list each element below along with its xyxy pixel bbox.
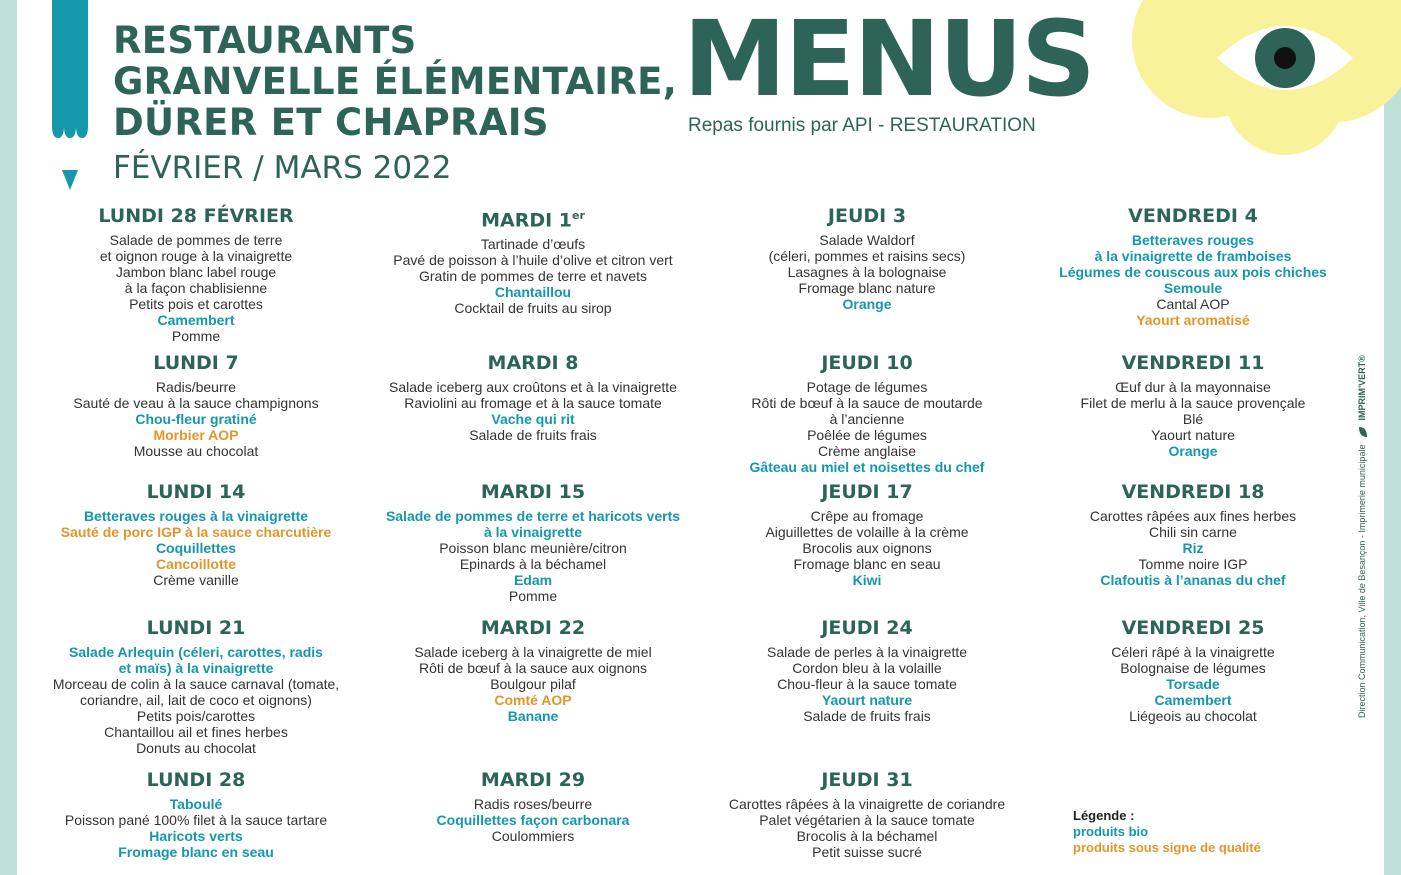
menu-item: Tartinade d’œufs — [480, 236, 586, 253]
menu-item: Poisson pané 100% filet à la sauce tartare — [64, 812, 328, 828]
menu-item: Salade iceberg à la vinaigrette de miel — [414, 644, 652, 660]
menu-item: Filet de merlu à la sauce provençale — [1080, 395, 1306, 411]
day-title — [363, 352, 703, 374]
day-title-text: LUNDI 7 — [153, 352, 239, 374]
left-frame-band — [0, 0, 17, 875]
day-title-text: MARDI 29 — [480, 769, 586, 791]
menu-item: Palet végétarien à la sauce tomate — [759, 812, 975, 828]
day-title-text: JEUDI 24 — [821, 617, 913, 639]
menu-item: Salade Arlequin (céleri, carottes, radis — [69, 644, 323, 660]
day-title-suffix: er — [572, 209, 585, 222]
day-block — [26, 205, 366, 344]
day-title — [1023, 205, 1363, 227]
menu-item: Riz — [1182, 540, 1204, 556]
title-line: DÜRER ET CHAPRAIS — [113, 101, 549, 144]
imprim-vert-label: IMPRIM'VERT® — [1357, 355, 1367, 421]
menu-item: Salade de pommes de terre et haricots verts — [385, 508, 681, 524]
menu-item: Chou-fleur gratiné — [135, 411, 257, 427]
menu-item: et oignon rouge à la vinaigrette — [99, 248, 293, 264]
menu-item: Yaourt aromatisé — [1136, 312, 1250, 328]
day-block — [1023, 617, 1363, 724]
menu-item: Petit suisse sucré — [812, 844, 922, 860]
menu-item: Carottes râpées aux fines herbes — [1089, 508, 1297, 524]
menu-item: Salade de pommes de terre — [109, 232, 283, 248]
menus-heading: MENUS — [683, 0, 1094, 120]
menu-item: Pomme — [171, 328, 221, 344]
menu-item: Salade de perles à la vinaigrette — [766, 644, 968, 660]
day-title — [697, 769, 1037, 791]
day-title-text: JEUDI 3 — [827, 205, 907, 227]
day-title-text: LUNDI 28 — [146, 769, 246, 791]
menu-item: Chili sin carne — [1149, 524, 1237, 540]
menu-item: Gâteau au miel et noisettes du chef — [749, 459, 985, 475]
arrow-down-icon — [62, 170, 78, 190]
menu-item: Légumes de couscous aux pois chiches — [1059, 264, 1327, 280]
menu-item: Brocolis à la béchamel — [796, 828, 938, 844]
menu-item: Epinards à la béchamel — [459, 556, 607, 572]
eye-icon — [1115, 0, 1401, 160]
legend-title: Légende : — [1073, 808, 1135, 823]
day-block — [363, 617, 703, 724]
day-title-text: LUNDI 28 FÉVRIER — [98, 205, 294, 227]
menu-item: Œuf dur à la mayonnaise — [1115, 379, 1271, 395]
day-title — [26, 481, 366, 503]
menu-item: Betteraves rouges — [1131, 232, 1255, 248]
menu-item: Bolognaise de légumes — [1120, 660, 1266, 676]
day-block — [26, 352, 366, 459]
menu-item: Yaourt nature — [1151, 427, 1235, 443]
day-title — [697, 617, 1037, 639]
day-title-text: JEUDI 10 — [821, 352, 913, 374]
period-subtitle: FÉVRIER / MARS 2022 — [113, 150, 452, 186]
day-title — [363, 617, 703, 639]
title-line: RESTAURANTS — [113, 19, 417, 62]
menu-item: Aiguillettes de volaille à la crème — [765, 524, 969, 540]
menu-item: Betteraves rouges à la vinaigrette — [83, 508, 309, 524]
legend-bio: produits bio — [1073, 824, 1149, 839]
menu-item: Cocktail de fruits au sirop — [454, 300, 612, 317]
day-title — [363, 205, 703, 231]
menu-item: Radis/beurre — [155, 379, 237, 395]
menu-item: Gratin de pommes de terre et navets — [419, 268, 647, 285]
menu-item: Cordon bleu à la volaille — [792, 660, 942, 676]
day-title — [363, 769, 703, 791]
credit-text: Direction Communication, Ville de Besançon - Imprimerie municipale — [1357, 444, 1367, 718]
day-block — [697, 481, 1037, 588]
menu-item: Salade de fruits frais — [803, 708, 931, 724]
day-title-text: MARDI 1 — [481, 209, 573, 232]
menu-item: Cantal AOP — [1156, 296, 1230, 312]
legend-quality: produits sous signe de qualité — [1073, 840, 1261, 855]
menu-item: Pomme — [508, 588, 558, 604]
menu-item: Orange — [842, 296, 892, 312]
menu-item: à la façon chablisienne — [124, 280, 268, 296]
menu-item: Salade Waldorf — [819, 232, 915, 248]
day-block — [363, 481, 703, 604]
menu-item: Poisson blanc meunière/citron — [439, 540, 627, 556]
menu-item: coriandre, ail, lait de coco et oignons) — [80, 692, 312, 708]
menu-item: Haricots verts — [149, 828, 243, 844]
menu-item: Sauté de veau à la sauce champignons — [73, 395, 319, 411]
day-title-text: MARDI 22 — [480, 617, 586, 639]
menu-item: Taboulé — [169, 796, 223, 812]
menu-item: Jambon blanc label rouge — [115, 264, 277, 280]
day-title-text: VENDREDI 11 — [1121, 352, 1265, 374]
menu-item: Fromage blanc en seau — [118, 844, 274, 860]
day-title-text: LUNDI 21 — [146, 617, 246, 639]
menu-item: Petits pois/carottes — [136, 708, 256, 724]
day-title — [697, 205, 1037, 227]
day-title — [26, 617, 366, 639]
day-title-text: VENDREDI 25 — [1121, 617, 1265, 639]
menu-item: Yaourt nature — [821, 692, 913, 708]
menu-item: Semoule — [1163, 280, 1223, 296]
menu-item: Edam — [513, 572, 553, 588]
menu-item: Salade iceberg aux croûtons et à la vinaigrette — [389, 379, 677, 395]
menu-item: Donuts au chocolat — [136, 740, 256, 756]
menu-item: Céleri râpé à la vinaigrette — [1111, 644, 1275, 660]
menu-item: Chantaillou — [494, 284, 572, 301]
menu-item: Camembert — [1154, 692, 1232, 708]
day-block — [363, 205, 703, 316]
day-title — [26, 769, 366, 791]
bookmark-icon — [52, 0, 88, 140]
day-title-text: VENDREDI 4 — [1128, 205, 1258, 227]
day-block — [26, 769, 366, 860]
day-title — [1023, 481, 1363, 503]
menu-item: Mousse au chocolat — [133, 443, 259, 459]
day-title — [697, 352, 1037, 374]
day-title — [1023, 617, 1363, 639]
day-block — [26, 617, 366, 756]
day-title — [26, 205, 366, 227]
day-title — [26, 352, 366, 374]
menu-item: Potage de légumes — [806, 379, 928, 395]
day-block — [697, 205, 1037, 312]
day-block — [697, 769, 1037, 860]
day-title-text: JEUDI 31 — [821, 769, 913, 791]
menu-item: Clafoutis à l’ananas du chef — [1100, 572, 1286, 588]
day-title — [697, 481, 1037, 503]
day-title-text: MARDI 8 — [487, 352, 579, 374]
day-block — [26, 481, 366, 588]
menu-item: Liégeois au chocolat — [1129, 708, 1257, 724]
menu-item: Chou-fleur à la sauce tomate — [777, 676, 957, 692]
menu-item: Crêpe au fromage — [810, 508, 924, 524]
menu-item: Camembert — [157, 312, 235, 328]
day-block — [697, 617, 1037, 724]
menu-item: Vache qui rit — [491, 411, 575, 427]
menu-item: Comté AOP — [494, 692, 572, 708]
menu-item: Poêlée de légumes — [807, 427, 927, 443]
menu-item: à la vinaigrette — [483, 524, 583, 540]
day-title-text: JEUDI 17 — [821, 481, 913, 503]
day-title-text: LUNDI 14 — [146, 481, 246, 503]
day-title-text: MARDI 15 — [480, 481, 586, 503]
day-block — [363, 352, 703, 443]
menu-item: Chantaillou ail et fines herbes — [104, 724, 288, 740]
menu-item: Carottes râpées à la vinaigrette de coriandre — [728, 796, 1006, 812]
menu-item: Boulgour pilaf — [490, 676, 576, 692]
menu-item: Cancoillotte — [155, 556, 237, 572]
menu-item: à l’ancienne — [829, 411, 905, 427]
menu-item: Crème anglaise — [817, 443, 917, 459]
legend — [1073, 808, 1261, 856]
menu-item: Coulommiers — [491, 828, 575, 844]
menu-item: Salade de fruits frais — [469, 427, 597, 443]
menu-item: Coquillettes — [155, 540, 237, 556]
title-line: GRANVELLE ÉLÉMENTAIRE, — [113, 60, 678, 103]
menu-item: Orange — [1168, 443, 1218, 459]
menu-item: Raviolini au fromage et à la sauce tomate — [404, 395, 662, 411]
day-block — [1023, 481, 1363, 588]
menu-item: Crème vanille — [153, 572, 239, 588]
menu-item: à la vinaigrette de framboises — [1094, 248, 1292, 264]
page-title — [113, 20, 677, 143]
menu-item: Kiwi — [852, 572, 882, 588]
day-block — [1023, 205, 1363, 328]
menu-item: Fromage blanc nature — [798, 280, 936, 296]
provider-line: Repas fournis par API - RESTAURATION — [688, 115, 1036, 136]
menu-item: Torsade — [1166, 676, 1220, 692]
day-title-text: VENDREDI 18 — [1121, 481, 1265, 503]
menu-item: (céleri, pommes et raisins secs) — [768, 248, 966, 264]
menu-item: Brocolis aux oignons — [802, 540, 932, 556]
menu-item: Blé — [1182, 411, 1204, 427]
menu-item: Fromage blanc en seau — [793, 556, 941, 572]
day-title — [363, 481, 703, 503]
menu-item: Morceau de colin à la sauce carnaval (tomate, — [52, 676, 340, 692]
menu-item: Rôti de bœuf à la sauce aux oignons — [418, 660, 648, 676]
day-block — [363, 769, 703, 844]
menu-item: Rôti de bœuf à la sauce de moutarde — [751, 395, 983, 411]
menu-item: Pavé de poisson à l’huile d’olive et citron vert — [393, 252, 673, 269]
menu-item: Morbier AOP — [153, 427, 239, 443]
menu-item: Radis roses/beurre — [473, 796, 593, 812]
menu-item: Banane — [507, 708, 559, 724]
menu-item: Tomme noire IGP — [1138, 556, 1248, 572]
menu-item: Sauté de porc IGP à la sauce charcutière — [60, 524, 332, 540]
day-block — [1023, 352, 1363, 459]
day-title — [1023, 352, 1363, 374]
menu-item: Lasagnes à la bolognaise — [787, 264, 947, 280]
menu-item: Petits pois et carottes — [129, 296, 263, 312]
menu-item: Coquillettes façon carbonara — [436, 812, 630, 828]
menu-item: et maïs) à la vinaigrette — [118, 660, 274, 676]
day-block — [697, 352, 1037, 475]
